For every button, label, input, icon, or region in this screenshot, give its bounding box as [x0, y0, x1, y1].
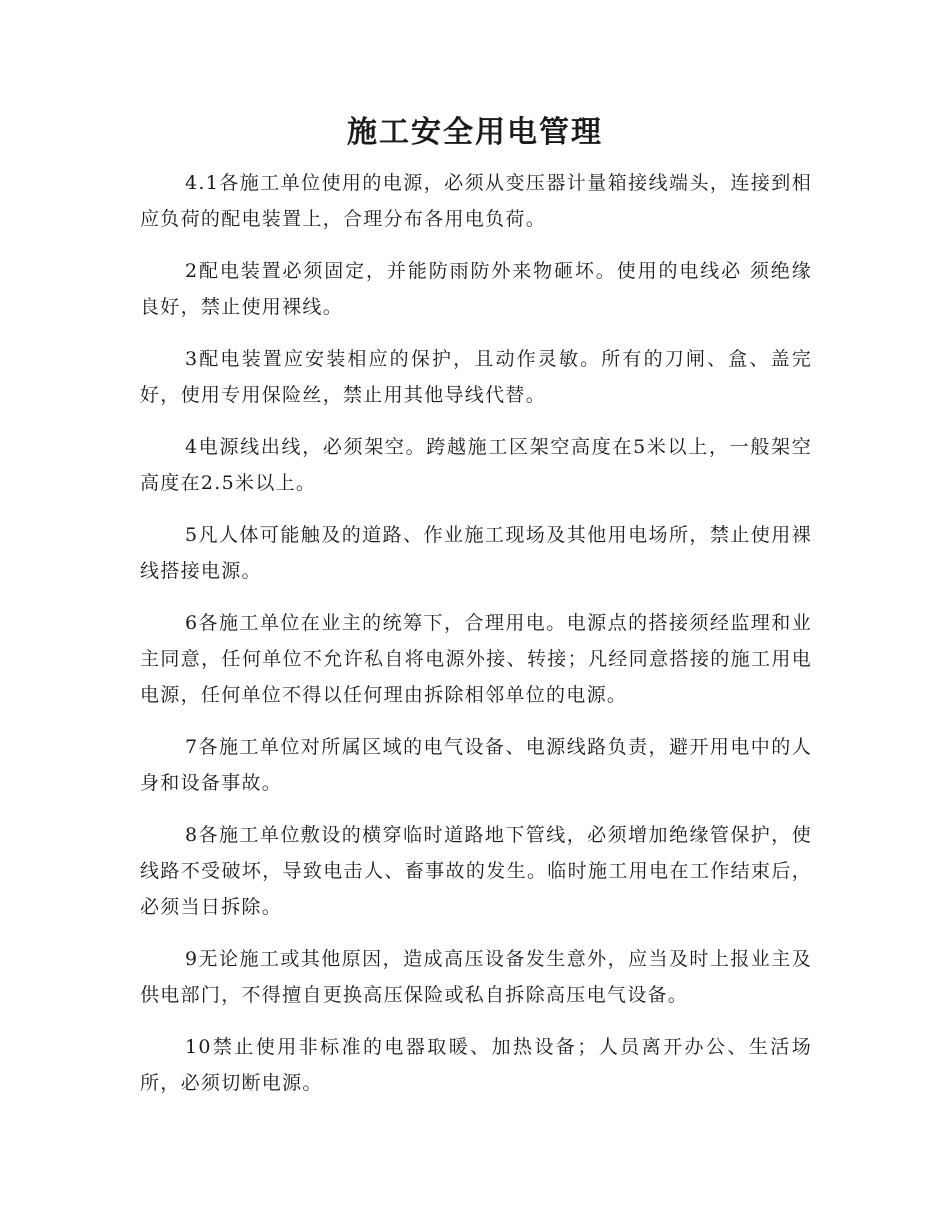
paragraph-4: 4电源线出线，必须架空。跨越施工区架空高度在5米以上，一般架空高度在2.5米以上。 — [140, 436, 812, 494]
paragraph-7: 7各施工单位对所属区域的电气设备、电源线路负责，避开用电中的人身和设备事故。 — [140, 736, 812, 794]
paragraph-9: 9无论施工或其他原因，造成高压设备发生意外，应当及时上报业主及供电部门，不得擅自更换高压保险或私自拆除高压电气设备。 — [140, 948, 812, 1006]
paragraph-3: 3配电装置应安装相应的保护，且动作灵敏。所有的刀闸、盒、盖完好，使用专用保险丝，禁止用其他导线代替。 — [140, 348, 812, 406]
paragraph-1: 4.1各施工单位使用的电源，必须从变压器计量箱接线端头，连接到相应负荷的配电装置上，合理分布各用电负荷。 — [140, 172, 812, 230]
paragraph-6: 6各施工单位在业主的统筹下，合理用电。电源点的搭接须经监理和业主同意，任何单位不允许私自将电源外接、转接；凡经同意搭接的施工用电电源，任何单位不得以任何理由拆除相邻单位的电源。 — [140, 612, 812, 706]
paragraph-10: 10禁止使用非标准的电器取暖、加热设备；人员离开办公、生活场所，必须切断电源。 — [140, 1036, 812, 1094]
paragraph-5: 5凡人体可能触及的道路、作业施工现场及其他用电场所，禁止使用裸线搭接电源。 — [140, 524, 812, 582]
document-title: 施工安全用电管理 — [347, 115, 603, 150]
document-body — [140, 165, 812, 1117]
paragraph-8: 8各施工单位敷设的横穿临时道路地下管线，必须增加绝缘管保护，使线路不受破坏，导致电击人、畜事故的发生。临时施工用电在工作结束后，必须当日拆除。 — [140, 824, 812, 918]
paragraph-2: 2配电装置必须固定，并能防雨防外来物砸坏。使用的电线必 须绝缘良好，禁止使用裸线。 — [140, 260, 812, 318]
